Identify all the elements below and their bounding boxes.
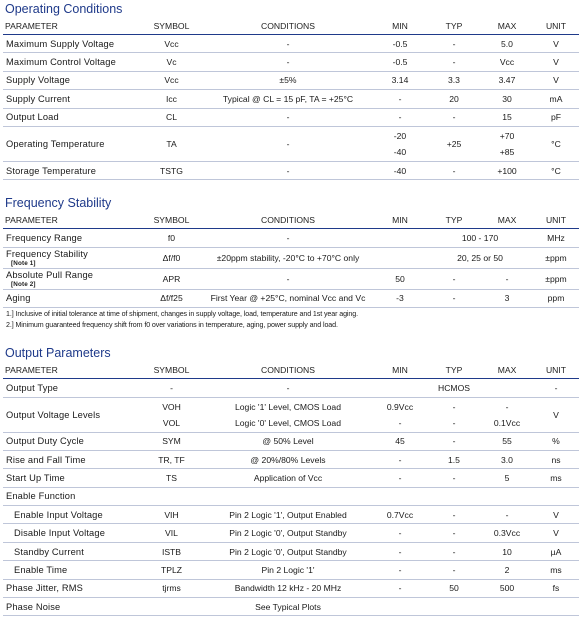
symbol-cell: TPLZ (140, 561, 203, 579)
footnote-2: 2.] Minimum guaranteed frequency shift from f0 over variations in temperature, aging, power supply and load. (6, 321, 338, 330)
table-row (3, 450, 579, 468)
min-value-2: -40 (393, 146, 407, 157)
symbol-cell: SYM (140, 432, 203, 450)
max-cell: 2 (481, 561, 533, 579)
header-max: MAX (481, 361, 533, 379)
min-cell: - (373, 561, 427, 579)
table-row (3, 108, 579, 126)
min-value-2: - (398, 417, 402, 428)
conditions-cell (203, 487, 373, 505)
max-cell: Vcc (481, 53, 533, 71)
symbol-cell: Vcc (140, 71, 203, 89)
table-row (3, 247, 579, 268)
symbol-cell: VIH (140, 506, 203, 524)
typ-cell: - (427, 53, 481, 71)
output-parameters-table (3, 361, 579, 616)
unit-cell: V (533, 397, 579, 432)
header-conditions: CONDITIONS (203, 361, 373, 379)
header-unit: UNIT (533, 211, 579, 229)
min-cell: - (373, 579, 427, 597)
typ-cell: - (427, 432, 481, 450)
param-cell: Enable Function (3, 487, 140, 505)
table-row (3, 268, 579, 289)
unit-cell: MHz (533, 229, 579, 247)
min-cell: - (373, 90, 427, 108)
header-symbol: SYMBOL (140, 361, 203, 379)
min-cell: - (373, 108, 427, 126)
min-cell: 45 (373, 432, 427, 450)
frequency-stability-table (3, 211, 579, 308)
conditions-cell: - (203, 268, 373, 289)
min-cell (373, 379, 427, 397)
header-conditions: CONDITIONS (203, 211, 373, 229)
min-cell (373, 126, 427, 161)
table-row (3, 487, 579, 505)
unit-cell: ms (533, 469, 579, 487)
symbol-cell: tjrms (140, 579, 203, 597)
typ-cell: - (427, 161, 481, 179)
param-cell: Disable Input Voltage (3, 524, 140, 542)
conditions-cell (203, 397, 373, 432)
min-cell: -0.5 (373, 53, 427, 71)
symbol-value-2: VOL (162, 417, 181, 428)
unit-cell: - (533, 379, 579, 397)
table-row (3, 561, 579, 579)
header-conditions: CONDITIONS (203, 17, 373, 35)
min-cell (373, 598, 427, 616)
table-header (3, 211, 579, 229)
param-cell: Storage Temperature (3, 161, 140, 179)
max-cell: 55 (481, 432, 533, 450)
header-parameter: PARAMETER (3, 211, 140, 229)
max-cell: - (481, 506, 533, 524)
header-symbol: SYMBOL (140, 17, 203, 35)
conditions-cell: Pin 2 Logic '1' (203, 561, 373, 579)
typ-cell: 20, 25 or 50 (427, 247, 533, 268)
unit-cell: ms (533, 561, 579, 579)
param-cell: Standby Current (3, 542, 140, 560)
min-cell (373, 229, 427, 247)
min-cell: - (373, 450, 427, 468)
symbol-cell: Vc (140, 53, 203, 71)
unit-cell: µA (533, 542, 579, 560)
param-cell: Frequency Range (3, 229, 140, 247)
symbol-cell: - (140, 379, 203, 397)
typ-cell: 20 (427, 90, 481, 108)
min-value: -20 (393, 130, 407, 141)
header-typ: TYP (427, 361, 481, 379)
max-cell: 3 (481, 289, 533, 307)
conditions-cell: Typical @ CL = 15 pF, TA = +25°C (203, 90, 373, 108)
typ-cell: - (427, 524, 481, 542)
unit-cell: V (533, 35, 579, 53)
output-parameters-title: Output Parameters (5, 346, 111, 361)
max-value-2: +85 (499, 146, 515, 157)
typ-cell: - (427, 506, 481, 524)
conditions-value-2: Logic '0' Level, CMOS Load (235, 417, 341, 428)
table-row (3, 229, 579, 247)
header-min: MIN (373, 17, 427, 35)
typ-cell: - (427, 289, 481, 307)
param-cell: Output Load (3, 108, 140, 126)
param-cell: Enable Input Voltage (3, 506, 140, 524)
max-cell: 500 (481, 579, 533, 597)
min-cell: -0.5 (373, 35, 427, 53)
param-cell: Enable Time (3, 561, 140, 579)
table-row (3, 542, 579, 560)
min-cell: - (373, 542, 427, 560)
symbol-cell: Δf/f0 (140, 247, 203, 268)
param-cell: Phase Jitter, RMS (3, 579, 140, 597)
conditions-cell: ±5% (203, 71, 373, 89)
min-cell: 3.14 (373, 71, 427, 89)
unit-cell: % (533, 432, 579, 450)
typ-cell: 100 - 170 (427, 229, 533, 247)
max-cell: 5 (481, 469, 533, 487)
conditions-cell: Application of Vcc (203, 469, 373, 487)
typ-cell: - (427, 469, 481, 487)
header-typ: TYP (427, 211, 481, 229)
unit-cell: pF (533, 108, 579, 126)
footnote-1: 1.] Inclusive of initial tolerance at time of shipment, changes in supply voltage, load, temperature and 1st year aging. (6, 310, 358, 319)
header-unit: UNIT (533, 17, 579, 35)
table-row (3, 289, 579, 307)
min-cell: -40 (373, 161, 427, 179)
conditions-cell: - (203, 108, 373, 126)
conditions-value: Logic '1' Level, CMOS Load (235, 401, 341, 412)
typ-cell: 1.5 (427, 450, 481, 468)
table-row (3, 53, 579, 71)
min-cell: 0.7Vcc (373, 506, 427, 524)
unit-cell: ±ppm (533, 268, 579, 289)
header-min: MIN (373, 361, 427, 379)
min-cell: -3 (373, 289, 427, 307)
max-cell: 0.3Vcc (481, 524, 533, 542)
max-cell (481, 379, 533, 397)
unit-cell: °C (533, 161, 579, 179)
table-row (3, 506, 579, 524)
table-row (3, 126, 579, 161)
table-row (3, 161, 579, 179)
max-cell (481, 598, 533, 616)
max-cell: - (481, 268, 533, 289)
typ-cell (427, 598, 481, 616)
symbol-cell: APR (140, 268, 203, 289)
param-cell: Supply Current (3, 90, 140, 108)
min-value: 0.9Vcc (386, 401, 414, 412)
symbol-cell: TR, TF (140, 450, 203, 468)
typ-cell (427, 397, 481, 432)
param-label: Frequency Stability (6, 248, 88, 259)
min-cell: - (373, 524, 427, 542)
header-typ: TYP (427, 17, 481, 35)
param-cell: Output Type (3, 379, 140, 397)
conditions-cell: Pin 2 Logic '0', Output Standby (203, 524, 373, 542)
unit-cell: fs (533, 579, 579, 597)
max-cell: 3.0 (481, 450, 533, 468)
conditions-cell: See Typical Plots (203, 598, 373, 616)
note-label: [Note 2] (11, 280, 36, 288)
unit-cell: °C (533, 126, 579, 161)
max-cell (481, 487, 533, 505)
table-row (3, 469, 579, 487)
conditions-cell: - (203, 53, 373, 71)
table-row (3, 379, 579, 397)
max-cell (481, 397, 533, 432)
min-cell (373, 397, 427, 432)
max-cell (481, 126, 533, 161)
conditions-cell: Pin 2 Logic '0', Output Standby (203, 542, 373, 560)
conditions-cell: - (203, 161, 373, 179)
param-cell: Rise and Fall Time (3, 450, 140, 468)
max-cell: 5.0 (481, 35, 533, 53)
param-cell: Output Voltage Levels (3, 397, 140, 432)
header-unit: UNIT (533, 361, 579, 379)
param-cell: Phase Noise (3, 598, 140, 616)
max-cell: 3.47 (481, 71, 533, 89)
table-header (3, 361, 579, 379)
unit-cell: ±ppm (533, 247, 579, 268)
param-cell: Start Up Time (3, 469, 140, 487)
table-row (3, 579, 579, 597)
unit-cell: V (533, 53, 579, 71)
header-symbol: SYMBOL (140, 211, 203, 229)
unit-cell: ns (533, 450, 579, 468)
conditions-cell: - (203, 229, 373, 247)
table-row (3, 598, 579, 616)
symbol-cell (140, 487, 203, 505)
max-value-2: 0.1Vcc (493, 417, 521, 428)
max-cell: +100 (481, 161, 533, 179)
max-cell: 15 (481, 108, 533, 126)
conditions-cell: @ 20%/80% Levels (203, 450, 373, 468)
symbol-cell: ISTB (140, 542, 203, 560)
typ-cell: - (427, 561, 481, 579)
table-row (3, 90, 579, 108)
symbol-cell: Δf/f25 (140, 289, 203, 307)
symbol-cell: TS (140, 469, 203, 487)
min-cell (373, 247, 427, 268)
table-row (3, 35, 579, 53)
min-cell: 50 (373, 268, 427, 289)
param-cell: Output Duty Cycle (3, 432, 140, 450)
unit-cell: mA (533, 90, 579, 108)
unit-cell: V (533, 71, 579, 89)
max-cell: 10 (481, 542, 533, 560)
table-row (3, 524, 579, 542)
conditions-cell: - (203, 126, 373, 161)
conditions-cell: Pin 2 Logic '1', Output Enabled (203, 506, 373, 524)
unit-cell: ppm (533, 289, 579, 307)
typ-cell: - (427, 35, 481, 53)
min-cell (373, 487, 427, 505)
max-cell: 30 (481, 90, 533, 108)
conditions-cell: First Year @ +25°C, nominal Vcc and Vc (203, 289, 373, 307)
header-max: MAX (481, 17, 533, 35)
conditions-cell: - (203, 35, 373, 53)
param-cell: Maximum Supply Voltage (3, 35, 140, 53)
symbol-value: VOH (162, 401, 181, 412)
symbol-cell: CL (140, 108, 203, 126)
conditions-cell: - (203, 379, 373, 397)
param-cell: Maximum Control Voltage (3, 53, 140, 71)
header-parameter: PARAMETER (3, 361, 140, 379)
typ-cell (427, 487, 481, 505)
operating-conditions-title: Operating Conditions (5, 2, 123, 16)
table-header (3, 17, 579, 35)
typ-cell: 3.3 (427, 71, 481, 89)
typ-cell: - (427, 268, 481, 289)
table-row (3, 432, 579, 450)
frequency-stability-title: Frequency Stability (5, 196, 112, 211)
param-cell: Operating Temperature (3, 126, 140, 161)
typ-cell: HCMOS (427, 379, 481, 397)
typ-cell: 50 (427, 579, 481, 597)
param-cell (3, 247, 140, 268)
typ-value-2: - (452, 417, 456, 428)
symbol-cell: f0 (140, 229, 203, 247)
symbol-cell (140, 397, 203, 432)
param-label: Absolute Pull Range (6, 269, 94, 280)
conditions-cell: @ 50% Level (203, 432, 373, 450)
table-row (3, 397, 579, 432)
typ-cell: +25 (427, 126, 481, 161)
header-parameter: PARAMETER (3, 17, 140, 35)
note-label: [Note 1] (11, 259, 36, 267)
typ-value: - (452, 401, 456, 412)
unit-cell: V (533, 506, 579, 524)
typ-cell: - (427, 108, 481, 126)
conditions-cell: Bandwidth 12 kHz - 20 MHz (203, 579, 373, 597)
unit-cell: V (533, 524, 579, 542)
symbol-cell: TSTG (140, 161, 203, 179)
param-cell (3, 268, 140, 289)
symbol-cell: Icc (140, 90, 203, 108)
header-max: MAX (481, 211, 533, 229)
symbol-cell: Vcc (140, 35, 203, 53)
conditions-cell: ±20ppm stability, -20°C to +70°C only (203, 247, 373, 268)
header-min: MIN (373, 211, 427, 229)
symbol-cell: TA (140, 126, 203, 161)
min-cell: - (373, 469, 427, 487)
table-row (3, 71, 579, 89)
typ-cell: - (427, 542, 481, 560)
param-cell: Aging (3, 289, 140, 307)
max-value: - (505, 401, 509, 412)
unit-cell (533, 598, 579, 616)
symbol-cell (140, 598, 203, 616)
max-value: +70 (499, 130, 515, 141)
param-cell: Supply Voltage (3, 71, 140, 89)
symbol-cell: VIL (140, 524, 203, 542)
operating-conditions-table (3, 17, 579, 180)
unit-cell (533, 487, 579, 505)
